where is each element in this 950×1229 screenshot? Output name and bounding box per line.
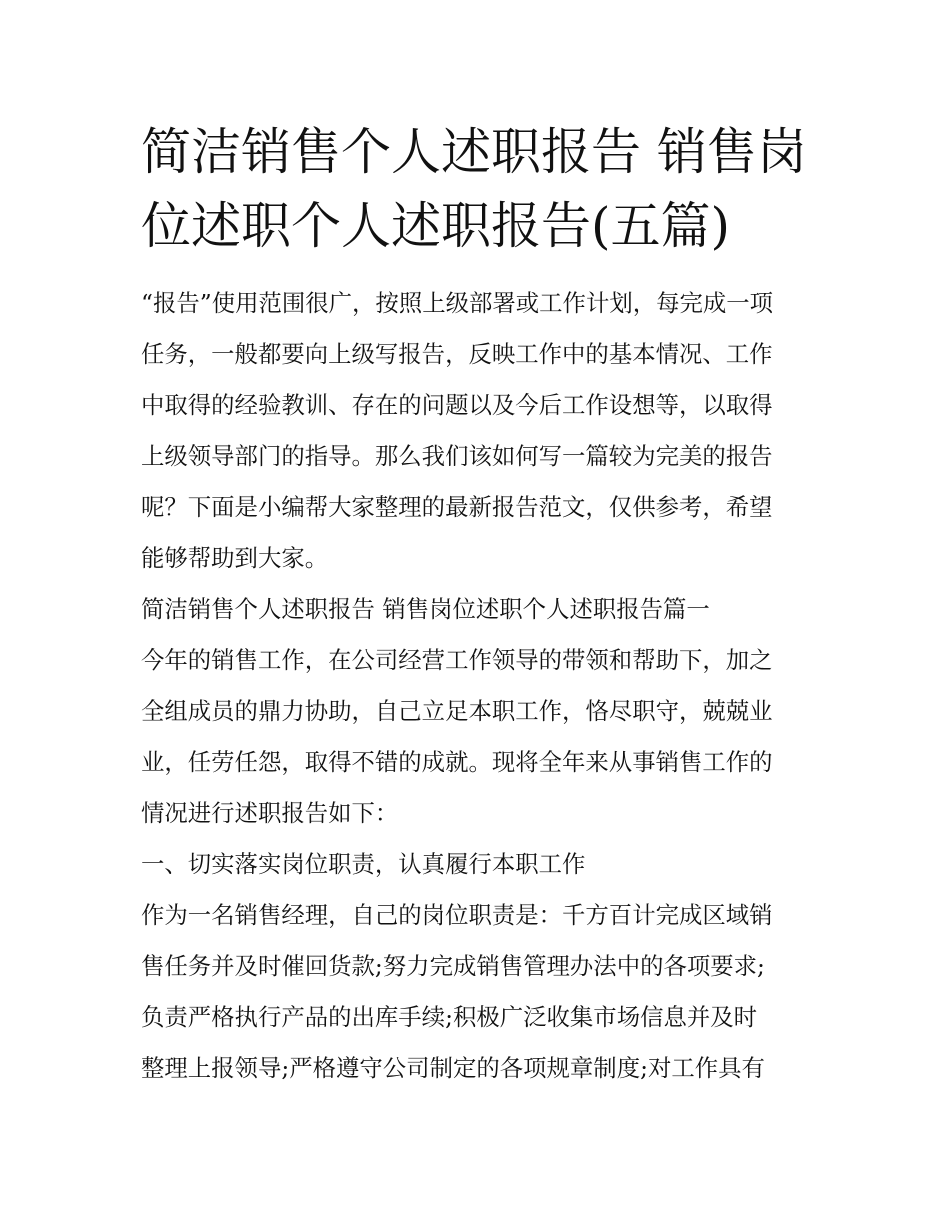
intro-line: 呢？下面是小编帮大家整理的最新报告范文，仅供参考，希望 bbox=[141, 493, 773, 521]
paragraph-line: 业，任劳任怨，取得不错的成就。现将全年来从事销售工作的 bbox=[141, 748, 773, 776]
paragraph-line: 情况进行述职报告如下： bbox=[141, 799, 399, 827]
subheading-text: 一、切实落实岗位职责，认真履行本职工作 bbox=[141, 850, 586, 878]
paragraph-line: 作为一名销售经理，自己的岗位职责是：千方百计完成区域销 bbox=[141, 901, 773, 929]
title-line: 位述职个人述职报告(五篇) bbox=[141, 197, 731, 255]
paragraph-1 bbox=[141, 635, 813, 839]
section-heading bbox=[141, 584, 813, 635]
intro-paragraph bbox=[141, 278, 813, 584]
paragraph-line: 今年的销售工作，在公司经营工作领导的带领和帮助下，加之 bbox=[141, 646, 773, 674]
paragraph-line: 全组成员的鼎力协助，自己立足本职工作，恪尽职守，兢兢业 bbox=[141, 697, 773, 725]
intro-line: 任务，一般都要向上级写报告，反映工作中的基本情况、工作 bbox=[141, 340, 773, 368]
intro-line: 上级领导部门的指导。那么我们该如何写一篇较为完美的报告 bbox=[141, 442, 773, 470]
intro-line: “报告”使用范围很广，按照上级部署或工作计划，每完成一项 bbox=[141, 289, 774, 317]
intro-line: 中取得的经验教训、存在的问题以及今后工作设想等，以取得 bbox=[141, 391, 773, 419]
document-content bbox=[141, 115, 813, 1094]
paragraph-2 bbox=[141, 890, 813, 1094]
paragraph-line: 负责严格执行产品的出库手续;积极广泛收集市场信息并及时 bbox=[141, 1003, 758, 1031]
title-line: 简洁销售个人述职报告 销售岗 bbox=[141, 123, 807, 181]
paragraph-line: 整理上报领导;严格遵守公司制定的各项规章制度;对工作具有 bbox=[141, 1054, 765, 1082]
subheading-1 bbox=[141, 839, 813, 890]
document-title bbox=[141, 115, 813, 263]
intro-line: 能够帮助到大家。 bbox=[141, 544, 329, 572]
paragraph-line: 售任务并及时催回货款;努力完成销售管理办法中的各项要求; bbox=[141, 952, 765, 980]
section-heading-text: 简洁销售个人述职报告 销售岗位述职个人述职报告篇一 bbox=[141, 595, 710, 623]
